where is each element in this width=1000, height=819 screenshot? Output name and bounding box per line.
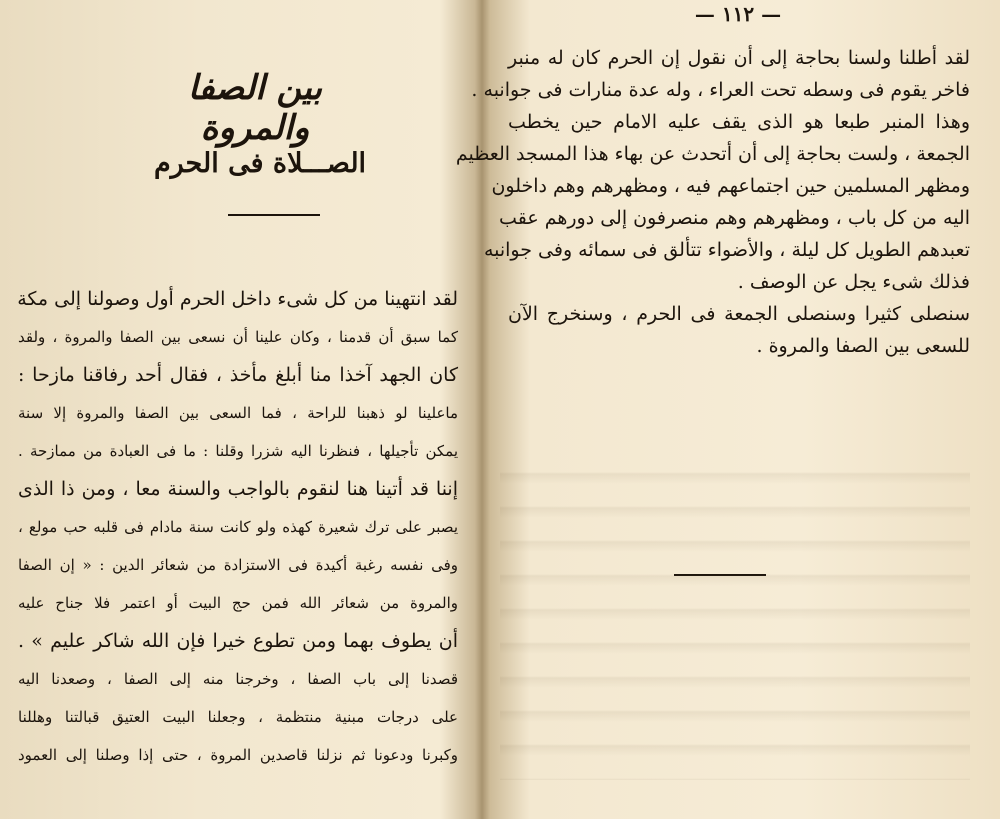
text-line: قصدنا إلى باب الصفا ، وخرجنا منه إلى الصفا ، وصعدنا اليه	[18, 670, 458, 688]
title-divider	[228, 214, 320, 216]
text-line: تعبدهم الطويل كل ليلة ، والأضواء تتألق فى سمائه وفى جوانبه	[483, 239, 970, 261]
text-line: ماعلينا لو ذهبنا للراحة ، فما السعى بين الصفا والمروة إلا سنة	[18, 404, 458, 422]
text-line: وهذا المنبر طبعا هو الذى يقف عليه الامام حين يخطب	[508, 111, 970, 133]
text-line: فاخر يقوم فى وسطه تحت العراء ، وله عدة منارات فى جوانبه .	[471, 79, 970, 101]
show-through-texture	[500, 450, 970, 780]
left-page-body	[18, 280, 458, 774]
text-line: يصبر على ترك شعيرة كهذه ولو كانت سنة مادام فى قلبه حب مولع ،	[18, 518, 458, 536]
text-line: فذلك شىء يجل عن الوصف .	[737, 271, 970, 293]
page-number: — ١١٢ —	[694, 2, 782, 26]
left-page	[0, 0, 478, 819]
text-line: سنصلى كثيرا وسنصلى الجمعة فى الحرم ، وسنخرج الآن	[508, 303, 970, 325]
text-line: لقد انتهينا من كل شىء داخل الحرم أول وصولنا إلى مكة	[17, 288, 458, 310]
text-line: كان الجهد آخذا منا أبلغ مأخذ ، فقال أحد رفاقنا مازحا :	[18, 364, 458, 386]
text-line: إننا قد أتينا هنا لنقوم بالواجب والسنة معا ، ومن ذا الذى	[18, 478, 458, 500]
text-line: ومظهر المسلمين حين اجتماعهم فيه ، ومظهرهم وهم داخلون	[491, 175, 970, 197]
text-line: اليه من كل باب ، ومظهرهم وهم منصرفون إلى دورهم عقب	[499, 207, 970, 229]
text-line: لقد أطلنا ولسنا بحاجة إلى أن نقول إن الحرم كان له منبر	[508, 47, 970, 69]
text-line: يمكن تأجيلها ، فنظرنا اليه شزرا وقلنا : ما فى العبادة من ممازحة .	[18, 442, 458, 460]
section-title: الصـــلاة فى الحرم	[153, 148, 367, 179]
text-line: كما سبق أن قدمنا ، وكان علينا أن نسعى بين الصفا والمروة ، ولقد	[18, 328, 458, 346]
right-page-body	[455, 42, 970, 362]
text-line: وفى نفسه رغبة أكيدة فى الاستزادة من شعائر الدين : « إن الصفا	[18, 556, 458, 574]
text-line: على درجات مبنية منتظمة ، وجعلنا البيت العتيق قبالتنا وهللنا	[18, 708, 458, 726]
chapter-title: بين الصفا والمروة	[187, 68, 323, 148]
text-line: للسعى بين الصفا والمروة .	[756, 335, 970, 357]
text-line: أن يطوف بهما ومن تطوع خيرا فإن الله شاكر عليم » .	[18, 630, 458, 652]
text-line: والمروة من شعائر الله فمن حج البيت أو اعتمر فلا جناح عليه	[18, 594, 458, 612]
text-line: وكبرنا ودعونا ثم نزلنا قاصدين المروة ، حتى إذا وصلنا إلى العمود	[18, 746, 458, 764]
text-line: الجمعة ، ولست بحاجة إلى أن أتحدث عن بهاء هذا المسجد العظيم	[455, 143, 970, 165]
